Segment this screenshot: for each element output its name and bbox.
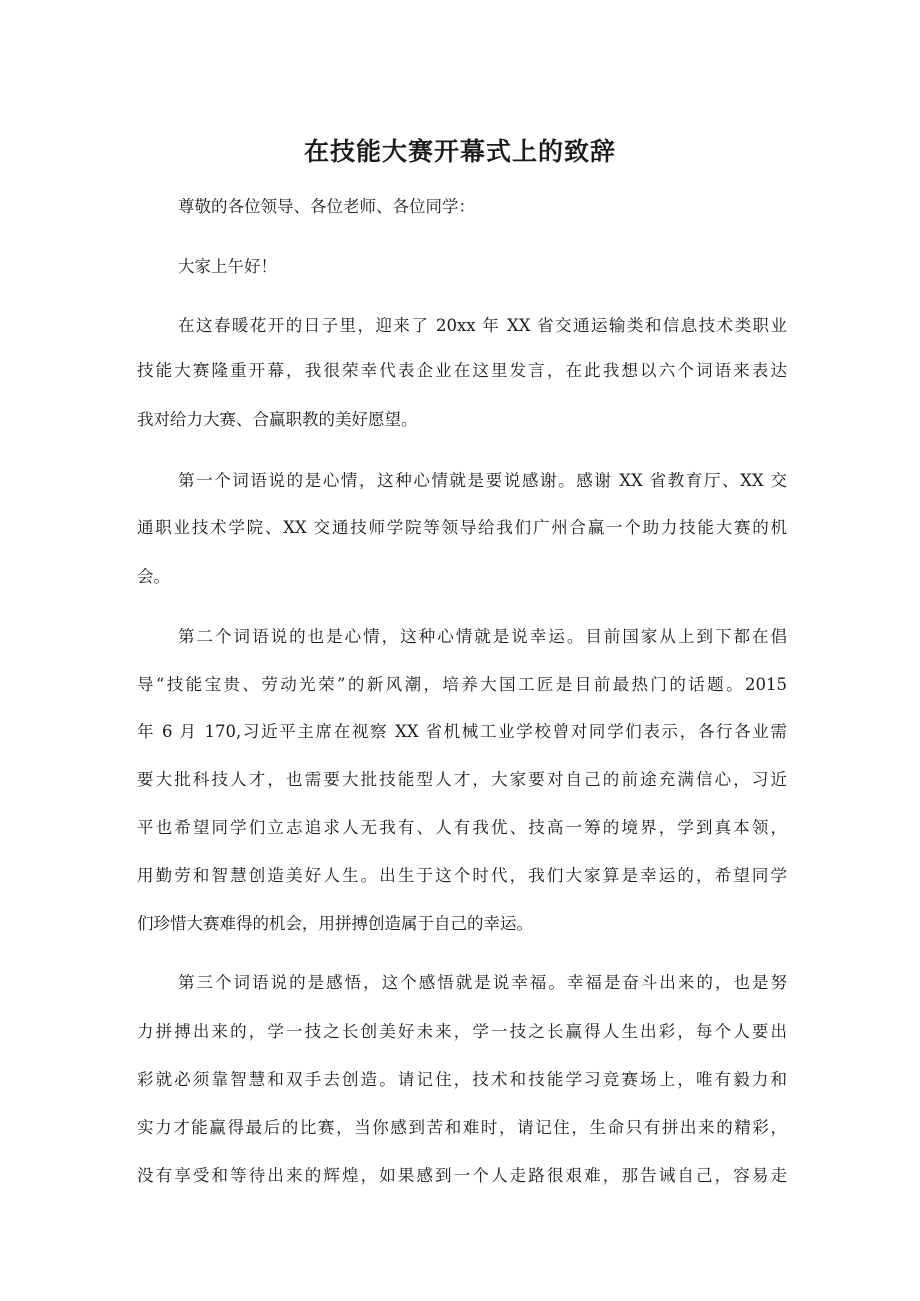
paragraph-3-line-6: 用勤劳和智慧创造美好人生。出生于这个时代，我们大家算是幸运的，希望同学 bbox=[137, 866, 787, 885]
paragraph-2-line-2: 通职业技术学院、XX 交通技师学院等领导给我们广州合赢一个助力技能大赛的机 bbox=[137, 518, 787, 537]
paragraph-3-line-7: 们珍惜大赛难得的机会，用拼搏创造属于自己的幸运。 bbox=[137, 914, 533, 933]
paragraph-3-line-1: 第二个词语说的也是心情，这种心情就是说幸运。目前国家从上到下都在倡 bbox=[178, 627, 787, 646]
paragraph-3-line-2: 导“技能宝贵、劳动光荣”的新风潮，培养大国工匠是目前最热门的话题。2015 bbox=[137, 675, 787, 694]
paragraph-4-line-1: 第三个词语说的是感悟，这个感悟就是说幸福。幸福是奋斗出来的，也是努 bbox=[178, 973, 787, 992]
greeting: 大家上午好！ bbox=[178, 257, 277, 276]
paragraph-3-line-5: 平也希望同学们立志追求人无我有、人有我优、技高一筹的境界，学到真本领， bbox=[137, 818, 787, 837]
paragraph-4-line-5: 没有享受和等待出来的辉煌，如果感到一个人走路很艰难，那告诫自己，容易走 bbox=[137, 1166, 787, 1185]
paragraph-2-line-1: 第一个词语说的是心情，这种心情就是要说感谢。感谢 XX 省教育厅、XX 交 bbox=[178, 471, 787, 490]
paragraph-3-line-3: 年 6 月 170,习近平主席在视察 XX 省机械工业学校曾对同学们表示，各行各业需 bbox=[137, 722, 787, 741]
paragraph-1-line-1: 在这春暖花开的日子里，迎来了 20xx 年 XX 省交通运输类和信息技术类职业 bbox=[178, 316, 787, 335]
salutation: 尊敬的各位领导、各位老师、各位同学： bbox=[178, 197, 475, 216]
paragraph-4-line-4: 实力才能赢得最后的比赛，当你感到苦和难时，请记住，生命只有拼出来的精彩， bbox=[137, 1118, 787, 1137]
paragraph-1-line-3: 我对给力大赛、合赢职教的美好愿望。 bbox=[137, 410, 418, 429]
document-title: 在技能大赛开幕式上的致辞 bbox=[303, 137, 616, 166]
paragraph-4-line-3: 彩就必须靠智慧和双手去创造。请记住，技术和技能学习竞赛场上，唯有毅力和 bbox=[137, 1070, 787, 1089]
paragraph-3-line-4: 要大批科技人才，也需要大批技能型人才，大家要对自己的前途充满信心，习近 bbox=[137, 770, 787, 789]
paragraph-4-line-2: 力拼搏出来的，学一技之长创美好未来，学一技之长赢得人生出彩，每个人要出 bbox=[137, 1022, 787, 1041]
paragraph-2-line-3: 会。 bbox=[137, 567, 170, 586]
paragraph-1-line-2: 技能大赛隆重开幕，我很荣幸代表企业在这里发言，在此我想以六个词语来表达 bbox=[137, 361, 787, 380]
